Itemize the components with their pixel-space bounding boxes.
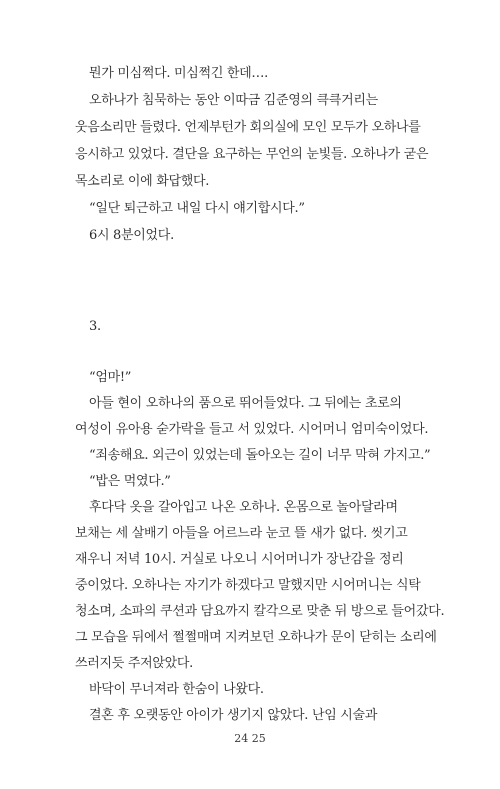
body-line: 여성이 유아용 숟가락을 들고 서 있었다. 시어머니 엄미숙이었다.	[75, 422, 429, 437]
dialogue-line: “밥은 먹였다.”	[89, 474, 171, 489]
body-line: 웃음소리만 들렸다. 언제부턴가 회의실에 모인 모두가 오하나를	[75, 120, 421, 135]
dialogue-line: “엄마!”	[89, 370, 132, 385]
body-line: 보채는 세 살배기 아들을 어르느라 눈코 뜰 새가 없다. 씻기고	[75, 526, 408, 541]
dialogue-line: “일단 퇴근하고 내일 다시 얘기합시다.”	[89, 201, 305, 216]
body-line: 오하나가 침묵하는 동안 이따금 김준영의 큭큭거리는	[89, 93, 378, 108]
body-line: 목소리로 이에 화답했다.	[75, 174, 210, 189]
body-line: 결혼 후 오랫동안 아이가 생기지 않았다. 난임 시술과	[89, 708, 378, 723]
body-line: 청소며, 소파의 쿠션과 담요까지 칼각으로 맞춘 뒤 방으로 들어갔다.	[75, 604, 445, 619]
body-line: 6시 8분이었다.	[89, 228, 174, 243]
body-line: 바닥이 무너져라 한숨이 나왔다.	[89, 682, 264, 697]
body-line: 쓰러지듯 주저앉았다.	[75, 656, 193, 671]
body-line: 응시하고 있었다. 결단을 요구하는 무언의 눈빛들. 오하나가 굳은	[75, 147, 429, 162]
dialogue-line: “죄송해요. 외근이 있었는데 돌아오는 길이 너무 막혀 가지고.”	[89, 448, 431, 463]
body-line: 그 모습을 뒤에서 쩔쩔매며 지켜보던 오하나가 문이 닫히는 소리에	[75, 630, 437, 645]
body-line: 아들 현이 오하나의 품으로 뛰어들었다. 그 뒤에는 초로의	[89, 396, 402, 411]
page-number: 24 25	[234, 732, 266, 745]
body-line: 재우니 저녁 10시. 거실로 나오니 시어머니가 장난감을 정리	[75, 552, 404, 567]
body-line: 후다닥 옷을 갈아입고 나온 오하나. 온몸으로 놀아달라며	[89, 500, 398, 515]
section-number: 3.	[89, 319, 101, 334]
body-line: 뭔가 미심쩍다. 미심쩍긴 한데….	[89, 66, 268, 81]
body-line: 중이었다. 오하나는 자기가 하겠다고 말했지만 시어머니는 식탁	[75, 578, 421, 593]
